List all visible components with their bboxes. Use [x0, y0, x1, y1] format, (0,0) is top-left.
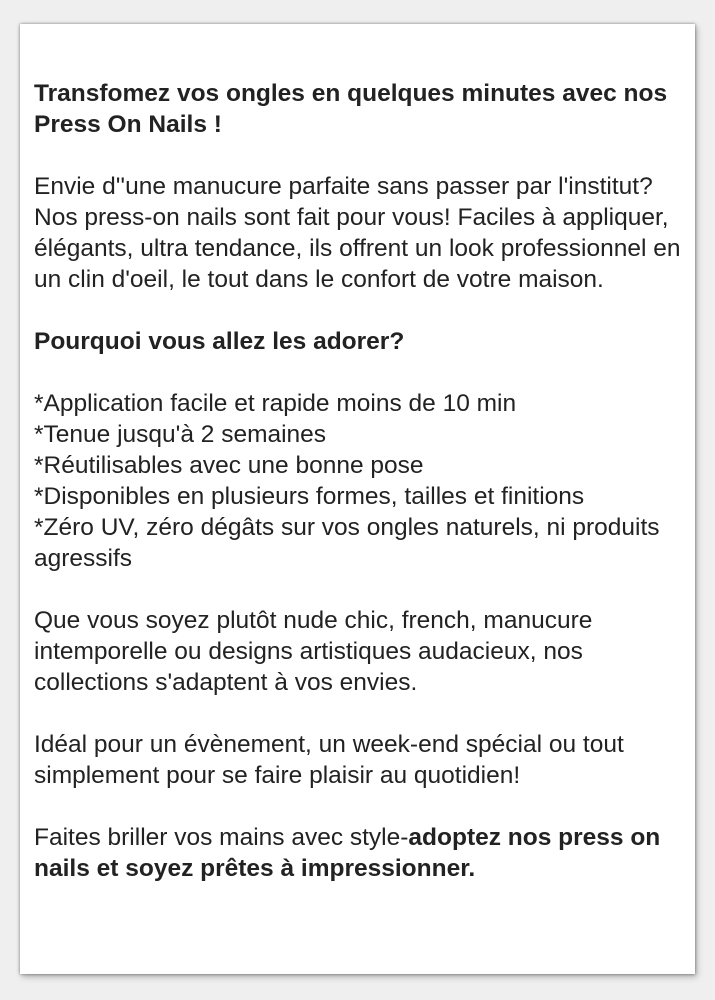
why-heading: Pourquoi vous allez les adorer?: [34, 328, 405, 355]
benefit-item: *Application facile et rapide moins de 10 min: [34, 390, 517, 417]
intro-paragraph: Envie d''une manucure parfaite sans passer par l'institut? Nos press-on nails sont fait pour vous! Faciles à appliquer, élégants, ultra tendance, ils offrent un look professionnel en un clin d'oeil, le tout dans le confort de votre maison.: [34, 173, 681, 293]
benefit-item: *Zéro UV, zéro dégâts sur vos ongles naturels, ni produits agressifs: [34, 514, 660, 572]
document-title: Transfomez vos ongles en quelques minutes avec nos Press On Nails !: [34, 80, 668, 138]
closing-bold-text: adoptez nos press on nails et soyez prêtes à impressionner.: [34, 824, 661, 882]
benefits-list: [34, 388, 684, 574]
styles-paragraph: Que vous soyez plutôt nude chic, french, manucure intemporelle ou designs artistiques audacieux, nos collections s'adaptent à vos envies.: [34, 607, 593, 696]
closing-plain-text: Faites briller vos mains avec style-: [34, 824, 409, 851]
document-card: [20, 24, 695, 974]
closing-paragraph: [34, 822, 684, 884]
benefit-item: *Tenue jusqu'à 2 semaines: [34, 421, 327, 448]
document-content: [34, 78, 684, 884]
benefit-item: *Réutilisables avec une bonne pose: [34, 452, 424, 479]
benefit-item: *Disponibles en plusieurs formes, tailles et finitions: [34, 483, 585, 510]
occasion-paragraph: Idéal pour un évènement, un week-end spécial ou tout simplement pour se faire plaisir au quotidien!: [34, 731, 624, 789]
